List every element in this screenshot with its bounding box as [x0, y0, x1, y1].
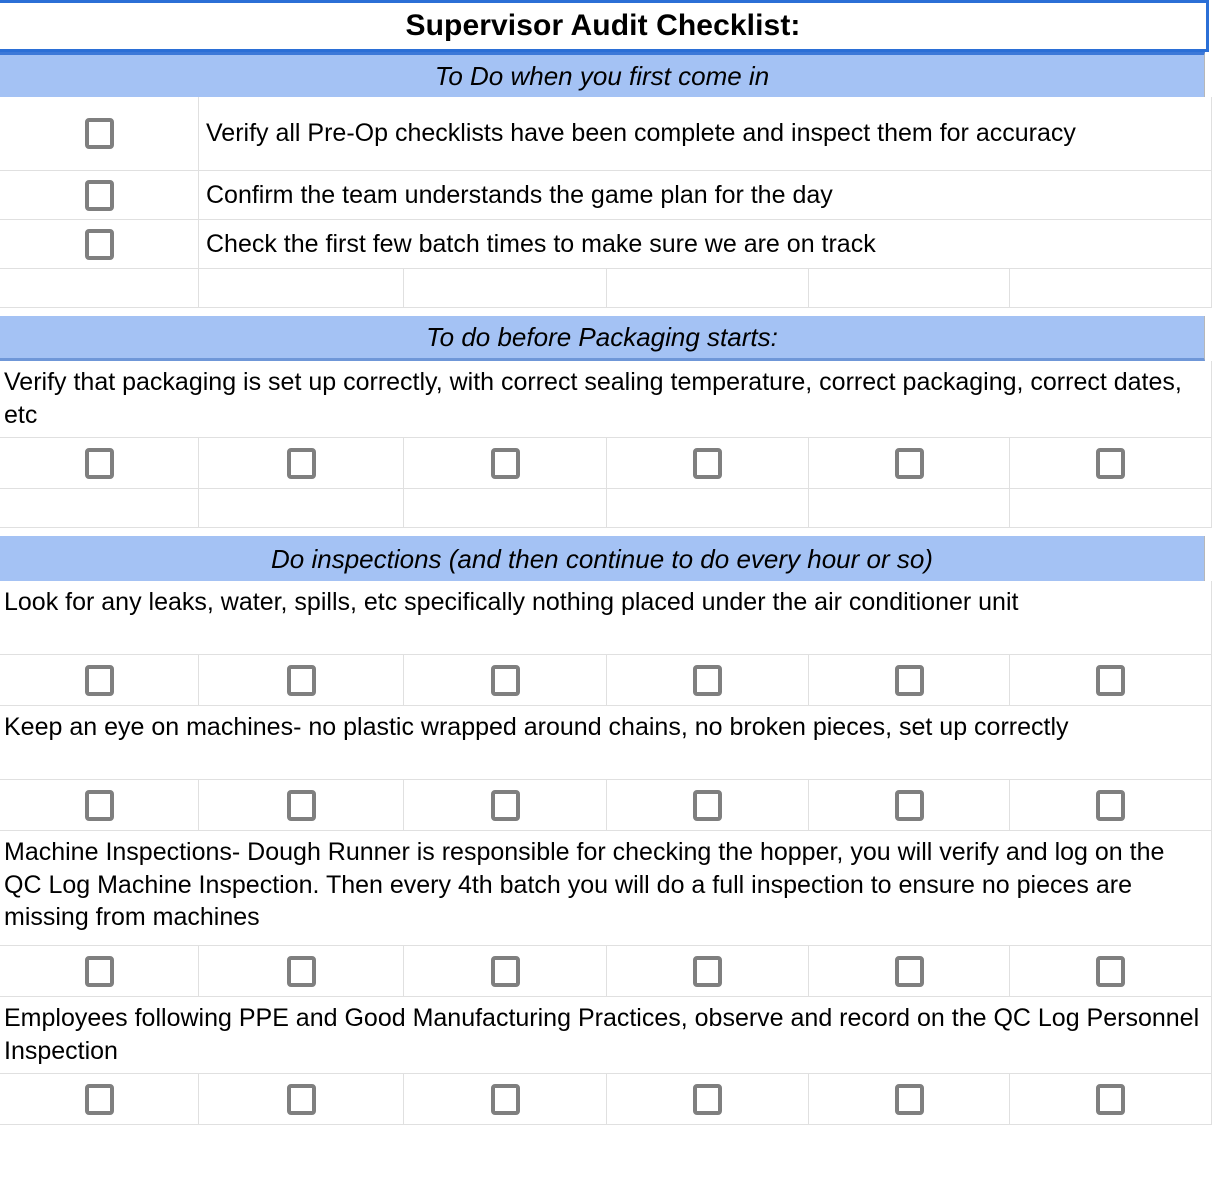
section-gap	[0, 528, 1218, 536]
checkbox-cell[interactable]	[0, 171, 199, 219]
task-text: Verify that packaging is set up correctly, with correct sealing temperature, correct packaging, correct dates, etc	[0, 361, 1212, 438]
checkbox-cell[interactable]	[199, 655, 404, 705]
spacer-cell	[607, 269, 809, 307]
checkbox-cell[interactable]	[1010, 438, 1212, 488]
checkbox-cell[interactable]	[809, 780, 1010, 830]
section-header-to-do-before-packaging-starts	[0, 316, 1205, 361]
checkbox-row	[0, 780, 1212, 831]
checkbox-cell[interactable]	[404, 1074, 607, 1124]
checkbox-cell[interactable]	[809, 1074, 1010, 1124]
checkbox-icon[interactable]	[491, 956, 520, 987]
task-text: Confirm the team understands the game plan for the day	[199, 171, 1212, 219]
section-header-label: To do before Packaging starts:	[426, 322, 778, 352]
checkbox-cell[interactable]	[607, 655, 809, 705]
section-header-to-do-when-you-first-come-in	[0, 52, 1205, 97]
checkbox-cell[interactable]	[199, 1074, 404, 1124]
spacer-cell	[404, 269, 607, 307]
spacer-cell	[199, 489, 404, 527]
checkbox-cell[interactable]	[199, 780, 404, 830]
checkbox-icon[interactable]	[85, 665, 114, 696]
checkbox-icon[interactable]	[287, 790, 316, 821]
task-text: Machine Inspections- Dough Runner is responsible for checking the hopper, you will verify and log on the QC Log Machine Inspection. Then every 4th batch you will do a full inspection to ensure no pieces are missing from machines	[0, 831, 1212, 946]
checkbox-icon[interactable]	[491, 665, 520, 696]
task-text: Keep an eye on machines- no plastic wrapped around chains, no broken pieces, set up correctly	[0, 706, 1212, 780]
spacer-cell	[607, 489, 809, 527]
checkbox-icon[interactable]	[287, 1084, 316, 1115]
checkbox-cell[interactable]	[404, 946, 607, 996]
task-text: Employees following PPE and Good Manufacturing Practices, observe and record on the QC Log Personnel Inspection	[0, 997, 1212, 1074]
checkbox-cell[interactable]	[404, 438, 607, 488]
checkbox-cell[interactable]	[1010, 946, 1212, 996]
spacer-cell	[1010, 489, 1212, 527]
checkbox-icon[interactable]	[491, 1084, 520, 1115]
checkbox-row	[0, 946, 1212, 997]
table-row	[0, 220, 1212, 269]
checkbox-icon[interactable]	[1096, 790, 1125, 821]
document-title-row	[0, 0, 1209, 52]
spacer-cell	[404, 489, 607, 527]
checkbox-icon[interactable]	[693, 1084, 722, 1115]
checkbox-icon[interactable]	[895, 956, 924, 987]
checkbox-icon[interactable]	[1096, 448, 1125, 479]
checkbox-icon[interactable]	[85, 790, 114, 821]
checkbox-cell[interactable]	[1010, 1074, 1212, 1124]
checkbox-cell[interactable]	[809, 438, 1010, 488]
checkbox-icon[interactable]	[85, 118, 114, 149]
table-row	[0, 97, 1212, 171]
spacer-cell	[0, 269, 199, 307]
checkbox-cell[interactable]	[404, 780, 607, 830]
checkbox-cell[interactable]	[607, 780, 809, 830]
checkbox-cell[interactable]	[607, 946, 809, 996]
page-title: Supervisor Audit Checklist:	[405, 9, 801, 42]
spacer-cell	[1010, 269, 1212, 307]
table-row	[0, 171, 1212, 220]
checkbox-cell[interactable]	[0, 1074, 199, 1124]
checkbox-cell[interactable]	[199, 438, 404, 488]
section-header-label: To Do when you first come in	[434, 61, 770, 91]
checkbox-cell[interactable]	[0, 780, 199, 830]
checkbox-icon[interactable]	[895, 448, 924, 479]
checkbox-icon[interactable]	[287, 956, 316, 987]
section-header-do-inspections	[0, 536, 1205, 581]
checkbox-icon[interactable]	[85, 1084, 114, 1115]
checkbox-cell[interactable]	[404, 655, 607, 705]
checkbox-cell[interactable]	[809, 655, 1010, 705]
section-gap	[0, 308, 1218, 316]
checkbox-icon[interactable]	[895, 790, 924, 821]
checkbox-icon[interactable]	[491, 448, 520, 479]
checkbox-icon[interactable]	[85, 180, 114, 211]
checkbox-icon[interactable]	[287, 665, 316, 696]
checkbox-cell[interactable]	[0, 220, 199, 268]
spacer-cell	[0, 489, 199, 527]
checkbox-icon[interactable]	[693, 448, 722, 479]
checkbox-icon[interactable]	[85, 956, 114, 987]
spacer-cell	[809, 269, 1010, 307]
spacer-cell	[199, 269, 404, 307]
checkbox-icon[interactable]	[85, 448, 114, 479]
spacer-cell	[809, 489, 1010, 527]
task-text: Check the first few batch times to make sure we are on track	[199, 220, 1212, 268]
checkbox-cell[interactable]	[809, 946, 1010, 996]
checkbox-icon[interactable]	[693, 956, 722, 987]
checkbox-row	[0, 438, 1212, 489]
checkbox-icon[interactable]	[1096, 1084, 1125, 1115]
spacer-row	[0, 269, 1212, 308]
checkbox-cell[interactable]	[0, 655, 199, 705]
checkbox-cell[interactable]	[607, 1074, 809, 1124]
checkbox-icon[interactable]	[287, 448, 316, 479]
checkbox-cell[interactable]	[0, 946, 199, 996]
checkbox-icon[interactable]	[693, 665, 722, 696]
checkbox-icon[interactable]	[491, 790, 520, 821]
checkbox-icon[interactable]	[895, 1084, 924, 1115]
section-header-label: Do inspections (and then continue to do every hour or so)	[271, 543, 933, 574]
checkbox-cell[interactable]	[1010, 780, 1212, 830]
checkbox-cell[interactable]	[199, 946, 404, 996]
checkbox-icon[interactable]	[693, 790, 722, 821]
checkbox-icon[interactable]	[1096, 956, 1125, 987]
spacer-row	[0, 489, 1212, 528]
checkbox-cell[interactable]	[1010, 655, 1212, 705]
task-text: Verify all Pre-Op checklists have been complete and inspect them for accuracy	[199, 97, 1212, 170]
checkbox-icon[interactable]	[85, 229, 114, 260]
checkbox-cell[interactable]	[607, 438, 809, 488]
checkbox-row	[0, 655, 1212, 706]
task-text: Look for any leaks, water, spills, etc specifically nothing placed under the air conditioner unit	[0, 581, 1212, 655]
checkbox-icon[interactable]	[895, 665, 924, 696]
checkbox-cell[interactable]	[0, 97, 199, 170]
checkbox-row	[0, 1074, 1212, 1125]
checkbox-cell[interactable]	[0, 438, 199, 488]
checkbox-icon[interactable]	[1096, 665, 1125, 696]
